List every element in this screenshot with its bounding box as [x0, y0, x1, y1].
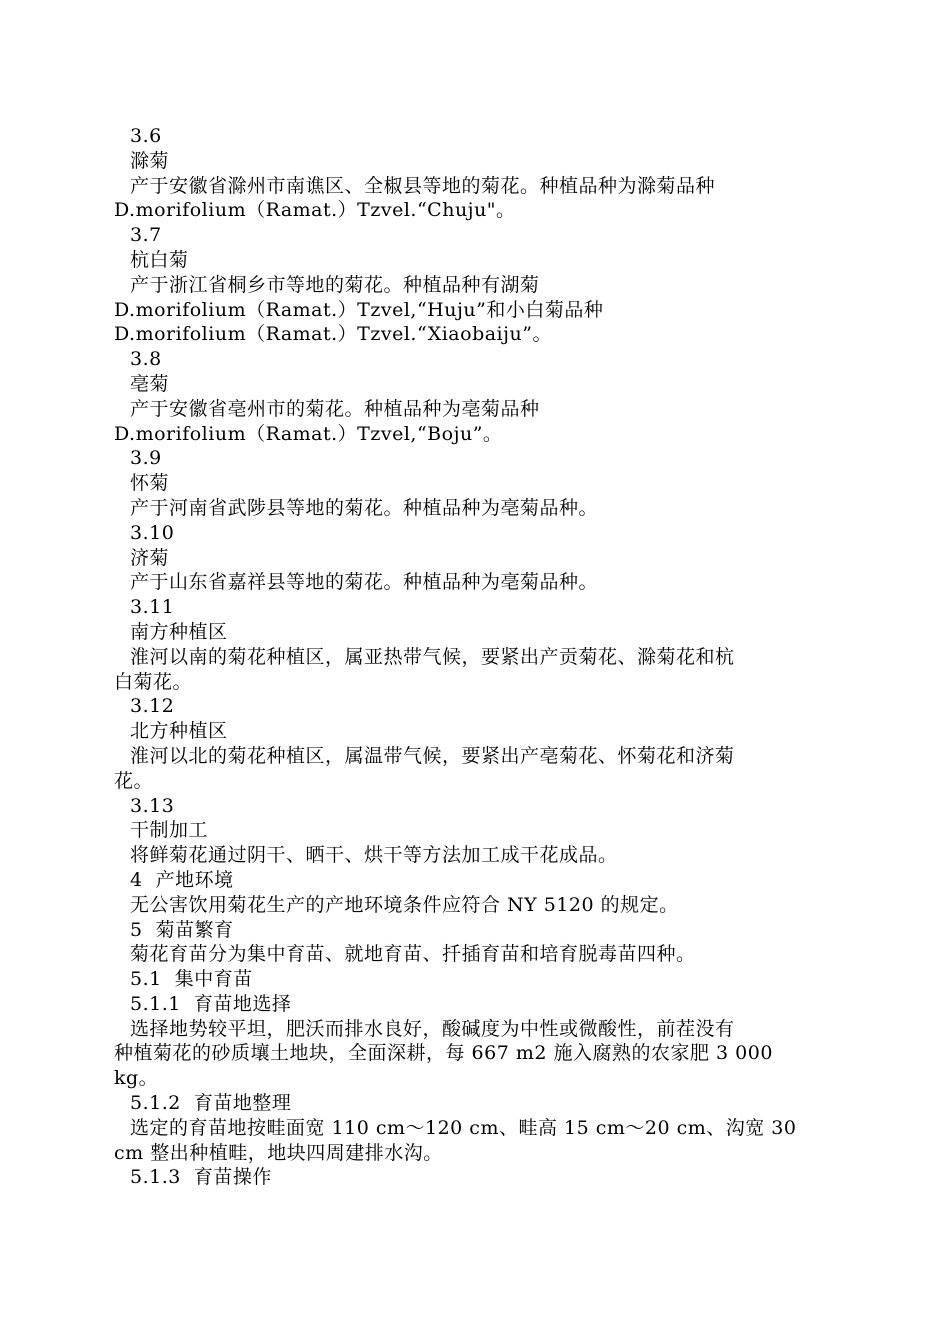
text-line: 3.13 [130, 794, 175, 817]
text-line: 白菊花。 [114, 670, 193, 693]
text-line: D.morifolium（Ramat.）Tzvel.“Chuju"。 [114, 199, 516, 222]
text-line: 产于安徽省亳州市的菊花。种植品种为亳菊品种 [130, 397, 540, 420]
text-line: 5.1.1 育苗地选择 [130, 992, 292, 1015]
text-line: 亳菊 [130, 372, 170, 395]
document-body [114, 124, 830, 1190]
text-line: 花。 [114, 769, 154, 792]
text-line: 5.1.3 育苗操作 [130, 1166, 272, 1189]
text-line: 济菊 [130, 546, 170, 569]
text-line: 淮河以北的菊花种植区，属温带气候，要紧出产亳菊花、怀菊花和济菊 [130, 744, 735, 767]
text-line: 选择地势较平坦，肥沃而排水良好，酸碱度为中性或微酸性，前茬没有 [130, 1017, 735, 1040]
text-line: cm 整出种植畦，地块四周建排水沟。 [114, 1141, 443, 1164]
text-line: 北方种植区 [130, 720, 228, 743]
text-line: 干制加工 [130, 819, 209, 842]
text-line: 5.1 集中育苗 [130, 968, 253, 991]
text-line: 南方种植区 [130, 620, 228, 643]
text-line: 产于河南省武陟县等地的菊花。种植品种为亳菊品种。 [130, 496, 599, 519]
text-line: 3.12 [130, 695, 175, 718]
text-line: 3.10 [130, 521, 175, 544]
text-line: 5 菊苗繁育 [130, 918, 234, 941]
text-line: 种植菊花的砂质壤土地块，全面深耕，每 667 m2 施入腐熟的农家肥 3 000 [114, 1042, 773, 1065]
text-line: 4 产地环境 [130, 868, 234, 891]
text-line: 3.6 [130, 125, 162, 147]
text-line: 选定的育苗地按畦面宽 110 cm～120 cm、畦高 15 cm～20 cm、沟宽 30 [130, 1116, 797, 1139]
text-line: 产于山东省嘉祥县等地的菊花。种植品种为亳菊品种。 [130, 571, 599, 594]
text-line: 将鲜菊花通过阴干、晒干、烘干等方法加工成干花成品。 [130, 844, 618, 867]
text-line: 滁菊 [130, 149, 170, 172]
text-line: 杭白菊 [130, 248, 189, 271]
text-line: 3.11 [130, 596, 175, 619]
text-line: 无公害饮用菊花生产的产地环境条件应符合 NY 5120 的规定。 [130, 893, 679, 916]
text-line: 5.1.2 育苗地整理 [130, 1092, 292, 1115]
text-line: 3.7 [130, 224, 162, 247]
text-line: 3.8 [130, 348, 162, 371]
text-line: kg。 [114, 1067, 159, 1090]
text-line: D.morifolium（Ramat.）Tzvel,“Huju”和小白菊品种 [114, 298, 604, 321]
text-line: 3.9 [130, 447, 162, 470]
text-line: 菊花育苗分为集中育苗、就地育苗、扦插育苗和培育脱毒苗四种。 [130, 943, 696, 966]
text-line: D.morifolium（Ramat.）Tzvel.“Xiaobaiju”。 [114, 323, 552, 346]
text-line: 怀菊 [130, 472, 170, 495]
text-line: 产于安徽省滁州市南谯区、全椒县等地的菊花。种植品种为滁菊品种 [130, 174, 716, 197]
text-line: 淮河以南的菊花种植区，属亚热带气候，要紧出产贡菊花、滁菊花和杭 [130, 645, 735, 668]
text-line: D.morifolium（Ramat.）Tzvel,“Boju”。 [114, 422, 503, 445]
text-line: 产于浙江省桐乡市等地的菊花。种植品种有湖菊 [130, 273, 540, 296]
